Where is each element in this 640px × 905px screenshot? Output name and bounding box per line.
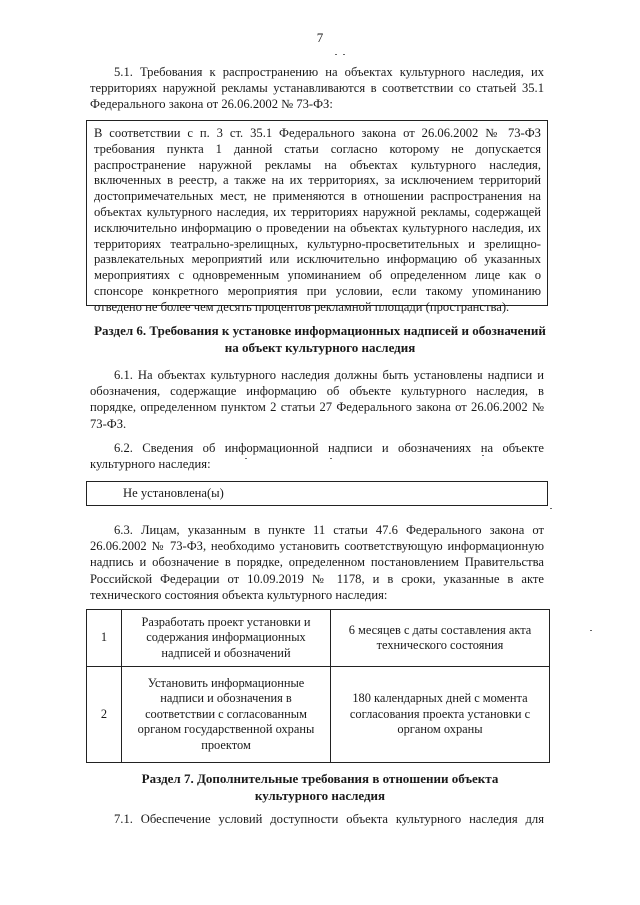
scan-speck (335, 54, 337, 55)
scan-speck (590, 630, 592, 631)
inscription-status-text: Не установлена(ы) (123, 486, 224, 500)
row-number: 1 (87, 610, 122, 667)
row-deadline: 6 месяцев с даты составления акта технического состояния (331, 610, 550, 667)
section-7-heading: Раздел 7. Дополнительные требования в отношении объекта культурного наследия (141, 771, 499, 803)
paragraph-7-1: 7.1. Обеспечение условий доступности объекта культурного наследия для (114, 812, 544, 826)
scan-speck (245, 458, 247, 459)
requirements-table (86, 609, 550, 763)
row-number: 2 (87, 667, 122, 763)
section-6-heading: Раздел 6. Требования к установке информационных надписей и обозначений на объект культурного наследия (94, 323, 546, 355)
paragraph-6-1: 6.1. На объектах культурного наследия должны быть установлены надписи и обозначения, содержащие информацию об объекте культурного наследия, в порядке, определенном пунктом 2 статьи 27 Федерального закона от 26.06.2002 № 73-ФЗ. (90, 368, 544, 431)
scan-speck (343, 54, 345, 55)
paragraph-6-2: 6.2. Сведения об информационной надписи и обозначениях на объекте культурного наследия: (90, 441, 544, 472)
paragraph-5-1: 5.1. Требования к распространению на объектах культурного наследия, их территориях наружной рекламы устанавливаются в соответствии со статьей 35.1 Федерального закона от 26.06.2002 № 73-ФЗ: (90, 65, 544, 112)
row-action: Разработать проект установки и содержания информационных надписей и обозначений (122, 610, 331, 667)
scan-speck (330, 458, 332, 459)
scan-speck (482, 455, 484, 456)
advertising-exception-box: В соответствии с п. 3 ст. 35.1 Федерального закона от 26.06.2002 № 73-ФЗ требования пункта 1 данной статьи согласно которому не допускается распространение наружной рекламы на объектах культурного наследия, включенных в реестр, а также на их территориях, за исключением территорий достопримечательных мест, не применяются в отношении распространения на объектах культурного наследия, их территориях наружной рекламы, содержащей исключительно информацию о проведении на объектах культурного наследия, их территориях театрально-зрелищных, культурно-просветительных и зрелищно-развлекательных мероприятий или исключительно информацию об указанных мероприятиях с одновременным упоминанием об определенном лице как о спонсоре конкретного мероприятия при условии, если такому упоминанию отведено не более чем десять процентов рекламной площади (пространства). (86, 120, 548, 306)
inscription-status-box (86, 481, 548, 506)
table-row (87, 610, 550, 667)
row-deadline: 180 календарных дней с момента согласования проекта установки с органом охраны (331, 667, 550, 763)
table-row (87, 667, 550, 763)
scan-speck (550, 508, 552, 509)
row-action: Установить информационные надписи и обозначения в соответствии с согласованным органом государственной охраны проектом (122, 667, 331, 763)
paragraph-6-3: 6.3. Лицам, указанным в пункте 11 статьи 47.6 Федерального закона от 26.06.2002 № 73-ФЗ, необходимо установить соответствующую информационную надпись и обозначение в порядке, определенном постановлением Правительства Российской Федерации от 10.09.2019 № 1178, и в сроки, указанные в акте технического состояния объекта культурного наследия: (90, 523, 544, 602)
page-number: 7 (316, 30, 324, 45)
